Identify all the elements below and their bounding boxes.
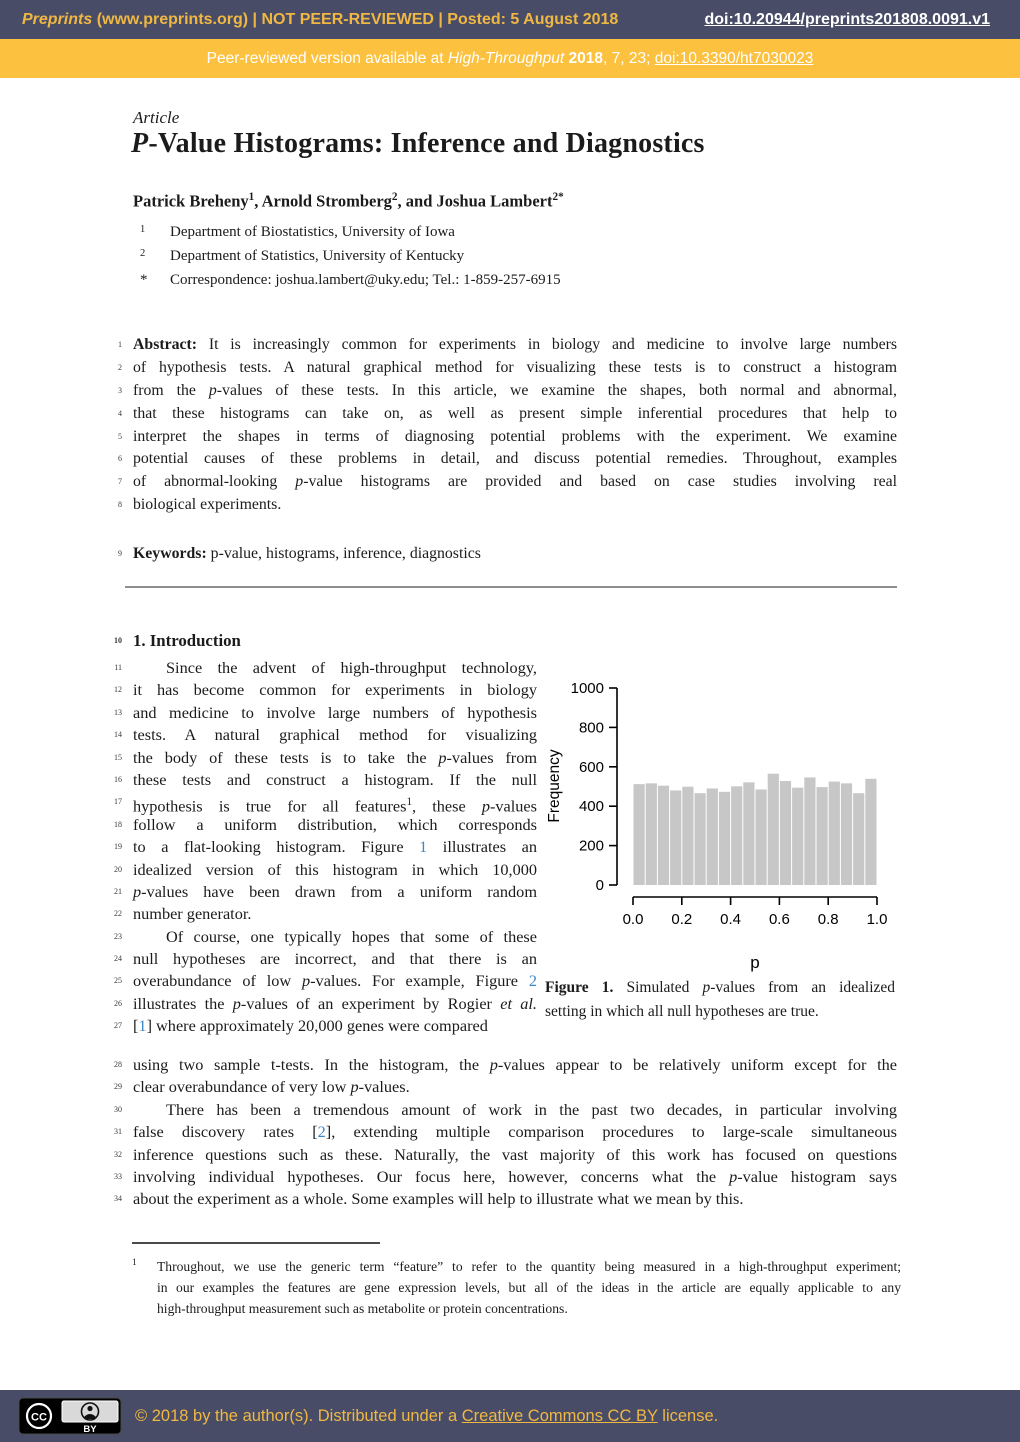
text-line-content: illustrates the p-values of an experiment by Rogier et al. — [133, 993, 537, 1013]
line-number: 2 — [140, 247, 146, 259]
line-number: 30 — [114, 1104, 122, 1114]
text-line — [108, 903, 537, 925]
text-line — [108, 543, 897, 566]
histogram-bar — [743, 782, 754, 885]
line-number: 29 — [114, 1082, 122, 1092]
line-number: 12 — [114, 685, 122, 695]
histogram-bar — [792, 788, 803, 885]
text-line — [108, 1076, 897, 1098]
text-line — [108, 657, 537, 679]
text-line-content: high-throughput measurement such as metabolite or protein concentrations. — [157, 1301, 568, 1316]
keywords-line — [108, 543, 897, 566]
histogram-bar — [719, 792, 730, 885]
abstract-block — [108, 334, 897, 517]
x-tick-label: 0.0 — [622, 911, 644, 928]
text-line — [132, 1298, 901, 1319]
line-number: 1 — [132, 1258, 137, 1268]
footnote-block — [132, 1256, 901, 1319]
text-line-content: the body of these tests is to take the p-values from — [133, 747, 538, 767]
text-line — [108, 1121, 897, 1143]
histogram-bar — [829, 782, 840, 885]
histogram-chart — [545, 672, 897, 974]
line-number: 13 — [114, 707, 122, 717]
page-title: P-Value Histograms: Inference and Diagnostics — [131, 128, 705, 159]
text-line-content: Abstract: It is increasingly common for experiments in biology and medicine to involve large numbers — [133, 336, 897, 353]
line-number: 22 — [114, 909, 122, 919]
text-segment: High-Throughput — [447, 50, 565, 67]
text-segment: p — [295, 473, 304, 491]
line-number: 1 — [118, 340, 122, 349]
histogram-bar — [780, 781, 791, 885]
text-line-content: these tests and construct a histogram. If the null — [133, 769, 537, 789]
text-line — [545, 976, 895, 1000]
line-number: 7 — [118, 477, 122, 487]
line-number: 23 — [114, 931, 122, 941]
text-line — [108, 471, 897, 494]
text-line-content: setting in which all null hypotheses are true. — [545, 1002, 819, 1020]
line-number: 14 — [114, 730, 122, 740]
line-number: 15 — [114, 752, 122, 762]
text-line-content: false discovery rates [2], extending multiple comparison procedures to large-scale simultaneous — [133, 1122, 897, 1142]
text-line-content: to a flat-looking histogram. Figure 1 illustrates an — [133, 837, 538, 857]
text-line — [108, 970, 537, 992]
text-line — [108, 334, 897, 357]
text-line — [108, 791, 537, 816]
introduction-text-narrow-column — [108, 657, 537, 1038]
text-line — [108, 1015, 537, 1037]
peer-reviewed-banner — [0, 39, 1020, 78]
text-line — [108, 836, 537, 858]
text-line-content: number generator. — [133, 904, 252, 924]
text-line-content: and medicine to involve large numbers of hypothesis — [133, 702, 537, 722]
text-line — [108, 702, 537, 724]
text-line-content: Since the advent of high-throughput technology, — [166, 658, 537, 677]
histogram-bar — [817, 787, 828, 885]
text-line-content: Correspondence: joshua.lambert@uky.edu; Tel.: 1-859-257-6915 — [170, 271, 561, 288]
text-segment: 1 — [406, 796, 412, 809]
y-tick-label: 0 — [595, 877, 604, 894]
histogram-bar — [768, 774, 779, 885]
line-number: 27 — [114, 1021, 122, 1031]
line-number: 33 — [114, 1171, 122, 1181]
text-line-content: inference questions such as these. Naturally, the vast majority of this work has focused on questions — [133, 1144, 897, 1164]
text-line — [108, 859, 537, 881]
line-number: 1 — [140, 224, 146, 235]
text-line — [108, 403, 897, 426]
x-tick-label: 0.2 — [671, 911, 693, 928]
text-line-content: potential causes of these problems in detail, and discuss potential remedies. Throughout, examples — [133, 450, 897, 468]
text-line-content: overabundance of low p-values. For example, Figure 2 — [133, 971, 538, 991]
x-tick-label: 0.4 — [720, 911, 742, 928]
text-line-content: tests. A natural graphical method for visualizing — [133, 725, 537, 745]
line-number: 9 — [118, 549, 122, 558]
text-segment: p — [302, 971, 311, 991]
text-segment: p — [729, 1166, 738, 1186]
text-segment: 2 — [391, 191, 398, 203]
y-tick-label: 200 — [578, 837, 604, 855]
text-line — [108, 1099, 897, 1121]
cc-by-label: BY — [83, 1424, 97, 1435]
text-line — [545, 1000, 895, 1024]
histogram-bar — [841, 783, 852, 885]
footnote-divider — [132, 1242, 380, 1244]
line-number: 3 — [118, 385, 122, 395]
histogram-bar — [695, 793, 706, 885]
figure-1 — [545, 672, 897, 1032]
histogram-bar — [646, 783, 657, 885]
text-line-content: using two sample t-tests. In the histogram, the p-values appear to be relatively uniform except for the — [133, 1055, 898, 1074]
line-number — [132, 1274, 157, 1295]
y-tick-label: 1000 — [570, 680, 604, 697]
text-line-content: from the p-values of these tests. In this article, we examine the shapes, both normal and abnormal, — [133, 381, 898, 399]
text-line — [108, 926, 537, 948]
text-line — [108, 448, 897, 471]
license-statement: © 2018 by the author(s). Distributed under a Creative Commons CC BY license. — [135, 1407, 719, 1425]
line-number: 6 — [118, 454, 122, 464]
histogram-bar — [682, 787, 693, 885]
text-line — [108, 426, 897, 449]
line-number: 16 — [114, 774, 122, 784]
line-number: 28 — [114, 1060, 122, 1069]
line-number: 24 — [114, 954, 122, 964]
text-line-content: about the experiment as a whole. Some examples will help to illustrate what we mean by this. — [133, 1189, 744, 1209]
authors-line: Patrick Breheny$^1$, Arnold Stromberg$^2$, and Joshua Lambert$^{2*}$ — [133, 191, 564, 211]
text-line-content: hypothesis is true for all features$^1$, these p-values — [133, 796, 537, 816]
text-line — [108, 1054, 897, 1076]
cc-by-person-head — [87, 1406, 92, 1411]
text-line-content: involving individual hypotheses. Our focus here, however, concerns what the p-value histogram says — [133, 1166, 897, 1186]
text-line — [108, 948, 537, 970]
text-line-content: Keywords: p-value, histograms, inference, diagnostics — [133, 545, 481, 562]
text-line-content: that these histograms can take on, as well as present simple inferential procedures that help to — [133, 404, 897, 422]
text-line — [108, 747, 537, 769]
text-line-content: Figure 1. Simulated p-values from an idealized — [545, 979, 896, 996]
text-line-content: biological experiments. — [133, 496, 282, 514]
line-number: * — [140, 271, 148, 288]
x-tick-label: 1.0 — [866, 911, 888, 928]
text-line-content: Of course, one typically hopes that some of these — [166, 926, 537, 946]
text-line — [108, 1166, 897, 1188]
y-tick-label: 400 — [578, 798, 604, 816]
introduction-heading — [108, 629, 897, 652]
y-tick-label: 800 — [578, 719, 604, 737]
text-line-content: Department of Biostatistics, University of Iowa — [170, 224, 455, 240]
text-line — [108, 494, 897, 517]
text-segment: 2* — [552, 191, 564, 203]
text-line-content: it has become common for experiments in biology — [133, 680, 537, 700]
text-line-content: idealized version of this histogram in which 10,000 — [133, 859, 537, 879]
line-number: 32 — [114, 1149, 122, 1159]
text-line — [108, 724, 537, 746]
line-number — [132, 1295, 157, 1316]
text-segment: p — [208, 381, 217, 399]
text-segment: 1 — [248, 191, 255, 203]
text-line-content: interpret the shapes in terms of diagnosing potential problems with the experiment. We examine — [133, 427, 897, 445]
text-line — [108, 769, 537, 791]
text-segment: Abstract: — [133, 336, 209, 353]
reference-link[interactable]: 1 — [419, 837, 428, 857]
text-segment: p — [481, 796, 490, 816]
text-line-content: follow a uniform distribution, which corresponds — [133, 814, 537, 834]
reference-link[interactable]: Creative Commons CC BY — [461, 1407, 658, 1425]
text-line — [108, 629, 897, 652]
line-number: 2 — [118, 362, 122, 372]
y-axis-title: Frequency — [546, 749, 563, 823]
line-number: 20 — [114, 864, 122, 874]
preprints-header-banner — [0, 0, 1020, 39]
text-line — [132, 1277, 901, 1298]
text-line-content: 1. Introduction — [133, 631, 241, 650]
text-segment: p — [350, 1077, 359, 1097]
text-line — [108, 357, 897, 380]
text-segment: Figure 1. — [545, 979, 614, 996]
text-line — [140, 245, 561, 269]
line-number: 4 — [118, 408, 122, 418]
reference-link[interactable]: 2 — [528, 971, 538, 991]
text-line-content: of hypothesis tests. A natural graphical method for visualizing these tests is to construct a histogram — [133, 358, 897, 376]
text-segment: p — [232, 993, 241, 1013]
x-axis-title: p — [750, 953, 760, 972]
text-line-content: [1] where approximately 20,000 genes were compared — [133, 1016, 488, 1036]
histogram-bar — [658, 786, 669, 885]
text-line-content: p-values have been drawn from a uniform random — [133, 881, 537, 901]
figure-1-caption — [545, 976, 895, 1023]
line-number: 10 — [114, 636, 122, 645]
line-number: 19 — [114, 842, 122, 852]
line-number: 21 — [114, 886, 122, 896]
text-segment: p — [489, 1055, 498, 1074]
histogram-bar — [634, 784, 645, 885]
x-tick-label: 0.6 — [768, 911, 790, 928]
text-segment: p — [438, 747, 447, 767]
text-line — [132, 1256, 901, 1277]
histogram-bar — [804, 777, 815, 885]
text-segment: (www.preprints.org) | NOT PEER-REVIEWED | Posted: 5 August 2018 — [92, 11, 619, 28]
text-line-content: Department of Statistics, University of Kentucky — [170, 247, 465, 264]
text-line — [108, 814, 537, 836]
text-line-content: There has been a tremendous amount of work in the past two decades, in particular involving — [166, 1099, 897, 1119]
histogram-bar — [707, 788, 718, 885]
line-number: 25 — [114, 976, 122, 986]
histogram-bar — [731, 786, 742, 885]
cc-logo-label: CC — [31, 1411, 47, 1424]
affiliations-list — [140, 221, 561, 292]
reference-link[interactable]: 1 — [138, 1016, 147, 1036]
line-number: 34 — [114, 1194, 122, 1204]
text-segment: Keywords: — [133, 545, 211, 562]
line-number: 31 — [114, 1127, 122, 1137]
text-line — [108, 881, 537, 903]
text-line-content: clear overabundance of very low p-values. — [133, 1077, 410, 1097]
preprints-banner-text — [22, 0, 618, 39]
text-line — [140, 221, 561, 245]
line-number: 17 — [114, 797, 122, 807]
section-divider — [125, 586, 897, 588]
reference-link[interactable]: doi:10.20944/preprints201808.0091.v1 — [704, 11, 990, 28]
text-line — [140, 269, 561, 293]
text-line — [108, 679, 537, 701]
line-number: 5 — [118, 431, 122, 441]
line-number: 26 — [114, 998, 122, 1008]
histogram-bar — [670, 790, 681, 885]
text-segment: Preprints — [22, 11, 93, 28]
reference-link[interactable]: doi:10.3390/ht7030023 — [654, 50, 814, 67]
introduction-text-full-width — [108, 1054, 897, 1211]
cc-by-badge[interactable] — [18, 1397, 122, 1435]
text-line-content: null hypotheses are incorrect, and that there is an — [133, 949, 537, 969]
y-tick-label: 600 — [578, 758, 604, 776]
text-line-content: Throughout, we use the generic term “feature” to refer to the quantity being measured in a high-throughput experiment; — [157, 1259, 901, 1274]
text-segment: 2018 — [564, 50, 604, 67]
article-type-label: Article — [133, 108, 180, 127]
license-footer-bar — [0, 1390, 1020, 1442]
text-line-content: of abnormal-looking p-value histograms are provided and based on case studies involving real — [133, 473, 898, 491]
text-line-content: in our examples the features are gene expression levels, but all of the ideas in the article are equally applicable to any — [157, 1280, 901, 1295]
reference-link[interactable]: 2 — [317, 1122, 326, 1142]
preprint-doi-link[interactable] — [704, 0, 990, 39]
histogram-bar — [853, 793, 864, 885]
histogram-bar — [756, 789, 767, 885]
text-line — [108, 380, 897, 403]
x-tick-label: 0.8 — [817, 911, 839, 928]
text-line — [108, 993, 537, 1015]
text-segment: P — [131, 128, 149, 159]
text-segment: p — [133, 881, 142, 901]
peer-reviewed-banner-text: Peer-reviewed version available at High-Throughput 2018, 7, 23; doi:10.3390/ht7030023 — [206, 50, 814, 67]
text-line — [108, 1144, 897, 1166]
line-number: 11 — [114, 663, 122, 672]
histogram-bar — [865, 779, 876, 885]
line-number: 8 — [118, 500, 122, 510]
text-segment: p — [702, 979, 711, 996]
line-number: 18 — [114, 819, 122, 829]
text-line — [108, 1188, 897, 1210]
text-segment: et al. — [500, 993, 537, 1013]
